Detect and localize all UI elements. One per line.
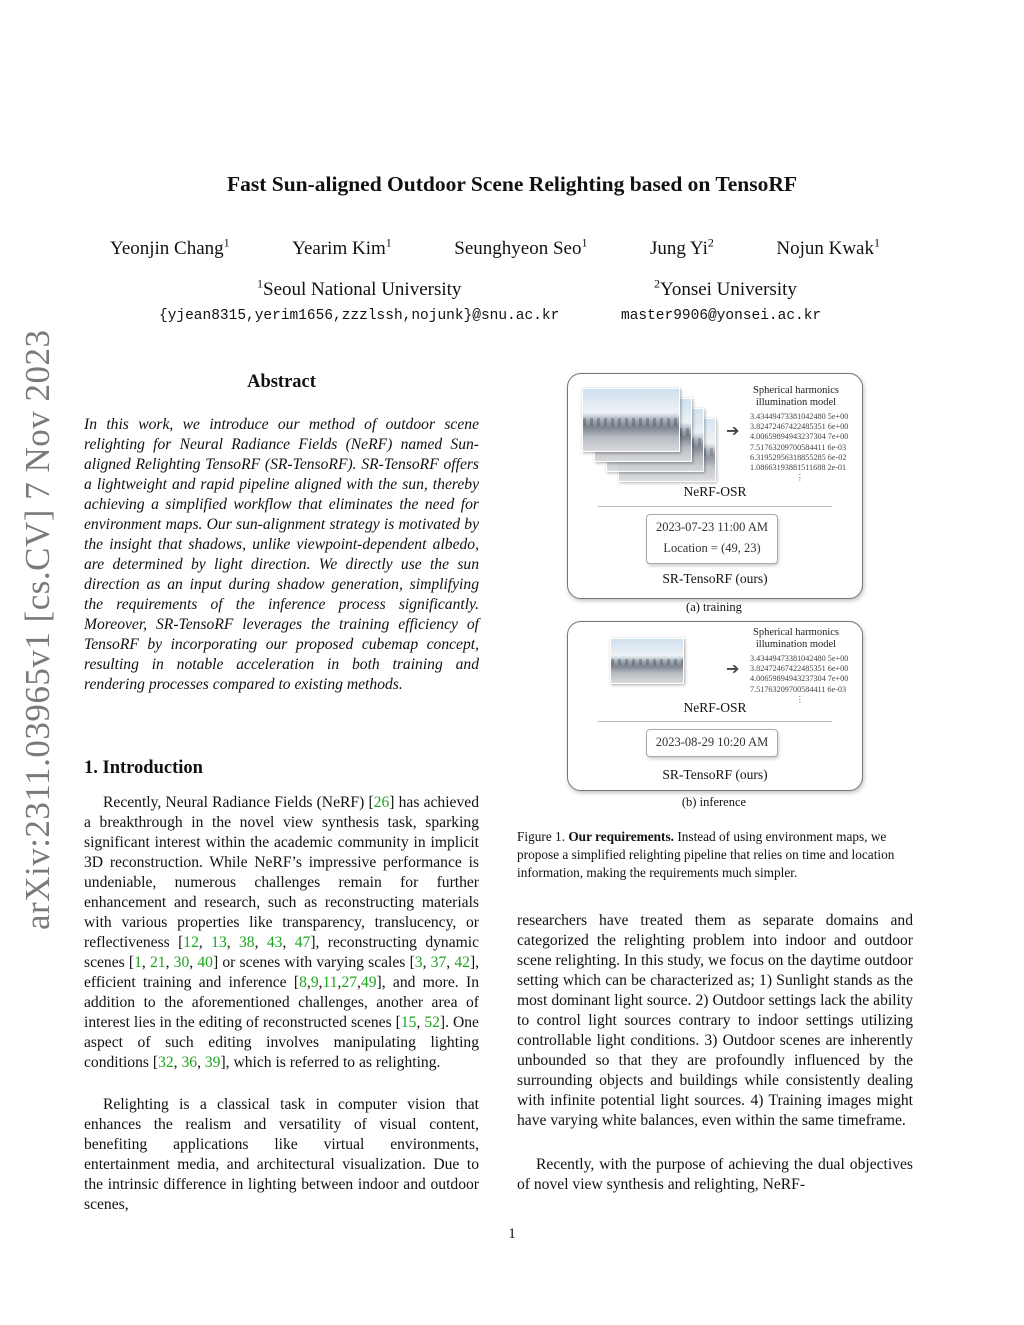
author: Nojun Kwak$^1$	[776, 235, 880, 259]
citation-link[interactable]: 43	[266, 934, 283, 951]
intro-paragraph-2: Relighting is a classical task in computer vision that enhances the realism and versatility of visual content, benefiting applications like virtual environments, entertainment media, and architectural visualization. Due to the intrinsic difference in lighting between indoor and outdoor scenes,	[84, 1096, 479, 1213]
citation-link[interactable]: 21	[149, 954, 166, 971]
citation-link[interactable]: 30	[173, 954, 190, 971]
citation-link[interactable]: 47	[294, 934, 311, 951]
author: Jung Yi$^2$	[649, 235, 714, 259]
citation-link[interactable]: 40	[197, 954, 213, 971]
abstract-text: In this work, we introduce our method of outdoor scene relighting for Neural Radiance Fields (NeRF) named Sun-aligned Relighting TensoRF (SR-TensoRF). SR-TensoRF offers a lightweight and rapid pipeline aligned with the sun, thereby achieving a simplified workflow that eliminates the need for environment maps. Our sun-alignment strategy is motivated by the insight that shadows, unlike viewpoint-dependent albedo, are determined by light direction. We directly use the sun direction as an input during shadow generation, simplifying the requirements of the inference process significantly. Moreover, SR-TensoRF leverages the training efficiency of TensoRF by incorporating our proposed cubemap concept, resulting in notable acceleration in both training and rendering processes compared to existing methods.	[84, 416, 479, 693]
sh-coefficients: 3.43449473381042480 5e+00 3.82472467422485351 6e+00 4.00659894943237304 7e+00 7.51763209700584411 6e-03 6.31952956318855285 6e-02 1.08663193881511688 2e-01 ⋮	[750, 412, 849, 483]
sr-tensorf-label: SR-TensoRF (ours)	[662, 767, 768, 782]
citation-link[interactable]: 15	[400, 1014, 417, 1031]
sh-model-title: Spherical harmonics illumination model	[752, 385, 839, 408]
subfigure-label-training: (a) training	[686, 600, 742, 614]
citation-link[interactable]: 12	[183, 934, 199, 951]
author-list	[110, 235, 880, 260]
nerf-osr-label: NeRF-OSR	[683, 700, 747, 715]
affiliation-1: $^1$Seoul National University	[257, 276, 462, 300]
subfigure-label-inference: (b) inference	[681, 795, 747, 809]
citation-link[interactable]: 3	[414, 954, 423, 971]
citation-link[interactable]: 38	[239, 934, 255, 951]
author: Yearim Kim$^1$	[292, 235, 392, 259]
author: Seunghyeon Seo$^1$	[454, 235, 588, 259]
panorama-image	[582, 388, 680, 452]
divider	[598, 506, 832, 507]
citation-link[interactable]: 49	[360, 974, 377, 991]
abstract-heading: Abstract	[247, 372, 316, 392]
citation-link[interactable]: 27	[341, 974, 358, 991]
introduction-heading: 1. Introduction	[84, 758, 203, 778]
sh-coefficients: 3.43449473381042480 5e+00 3.82472467422485351 6e+00 4.00659894943237304 7e+00 7.51763209700584411 6e-03 ⋮	[750, 654, 849, 704]
panorama-image	[610, 638, 684, 684]
page-number: 1	[508, 1226, 516, 1242]
author: Yeonjin Chang$^1$	[110, 235, 230, 259]
sh-model-title: Spherical harmonics illumination model	[752, 627, 839, 650]
citation-link[interactable]: 8	[299, 974, 307, 991]
intro-paragraph-4: Recently, with the purpose of achieving the dual objectives of novel view synthesis and relighting, NeRF-	[517, 1156, 913, 1193]
arxiv-identifier: arXiv:2311.03965v1 [cs.CV] 7 Nov 2023	[18, 329, 57, 930]
arrow-icon: ➔	[726, 661, 740, 678]
citation-link[interactable]: 11	[322, 974, 338, 991]
citation-link[interactable]: 1	[134, 954, 142, 971]
citation-link[interactable]: 32	[158, 1054, 174, 1071]
affiliation-2: $^2$Yonsei University	[654, 276, 797, 300]
sr-tensorf-label: SR-TensoRF (ours)	[662, 571, 768, 586]
intro-paragraph-1: Recently, Neural Radiance Fields (NeRF) [26] has achieved a breakthrough in the novel view synthesis task, sparking significant interest within the academic community in implicit 3D reconstruction. While NeRF’s impressive performance is undeniable, numerous challenges remain for further enhancement and research, such as reconstructing materials with various properties like transparency, translucency, or reflectiveness [12, 13, 38, 43, 47], reconstructing dynamic scenes [1, 21, 30, 40] or scenes with varying scales [3, 37, 42], efficient training and inference [8,9,11,27,49], and more. In addition to the aforementioned challenges, another area of interest lies in the editing of reconstructed scenes [15, 52]. One aspect of such editing involves manipulating lighting conditions [32, 36, 39], which is referred to as relighting.	[84, 794, 480, 1071]
time-location-box: 2023-07-23 11:00 AM Location = (49, 23)	[646, 514, 778, 564]
intro-paragraph-3: researchers have treated them as separate domains and categorized the relighting problem into indoor and outdoor scene relighting. In this study, we focus on the daytime outdoor setting which can be characterized as; 1) Sunlight stands as the most dominant light source. 2) Outdoor settings lack the ability to control light sources contrary to indoor settings utilizing controllable light conditions. 3) Outdoor scenes are inherently unbounded so that they are profoundly influenced by the surrounding objects and buildings while consistently dealing with infinite potential light sources. 4) Training images might have varying white balances, even within the same timeframe.	[517, 912, 913, 1129]
citation-link[interactable]: 13	[211, 934, 227, 951]
citation-link[interactable]: 37	[430, 954, 447, 971]
nerf-osr-label: NeRF-OSR	[683, 484, 747, 499]
email-2[interactable]: master9906@yonsei.ac.kr	[621, 308, 822, 324]
figure-caption: Figure 1. Our requirements. Instead of using environment maps, we propose a simplified relighting pipeline that relies on time and location information, making the requirements much simpler.	[517, 829, 895, 880]
divider	[598, 721, 832, 722]
citation-link[interactable]: 39	[204, 1054, 221, 1071]
time-box: 2023-08-29 10:20 AM	[646, 729, 778, 757]
citation-link[interactable]: 36	[181, 1054, 198, 1071]
email-1[interactable]: {yjean8315,yerim1656,zzzlssh,nojunk}@snu.ac.kr	[159, 308, 560, 324]
citation-link[interactable]: 9	[310, 974, 319, 991]
citation-link[interactable]: 42	[454, 954, 470, 971]
citation-link[interactable]: 26	[373, 794, 390, 811]
citation-link[interactable]: 52	[424, 1014, 440, 1031]
figure-panel-inference	[567, 621, 863, 791]
arrow-icon: ➔	[726, 423, 740, 440]
figure-panel-training	[567, 373, 863, 599]
paper-title: Fast Sun-aligned Outdoor Scene Relighting based on TensoRF	[226, 172, 798, 196]
